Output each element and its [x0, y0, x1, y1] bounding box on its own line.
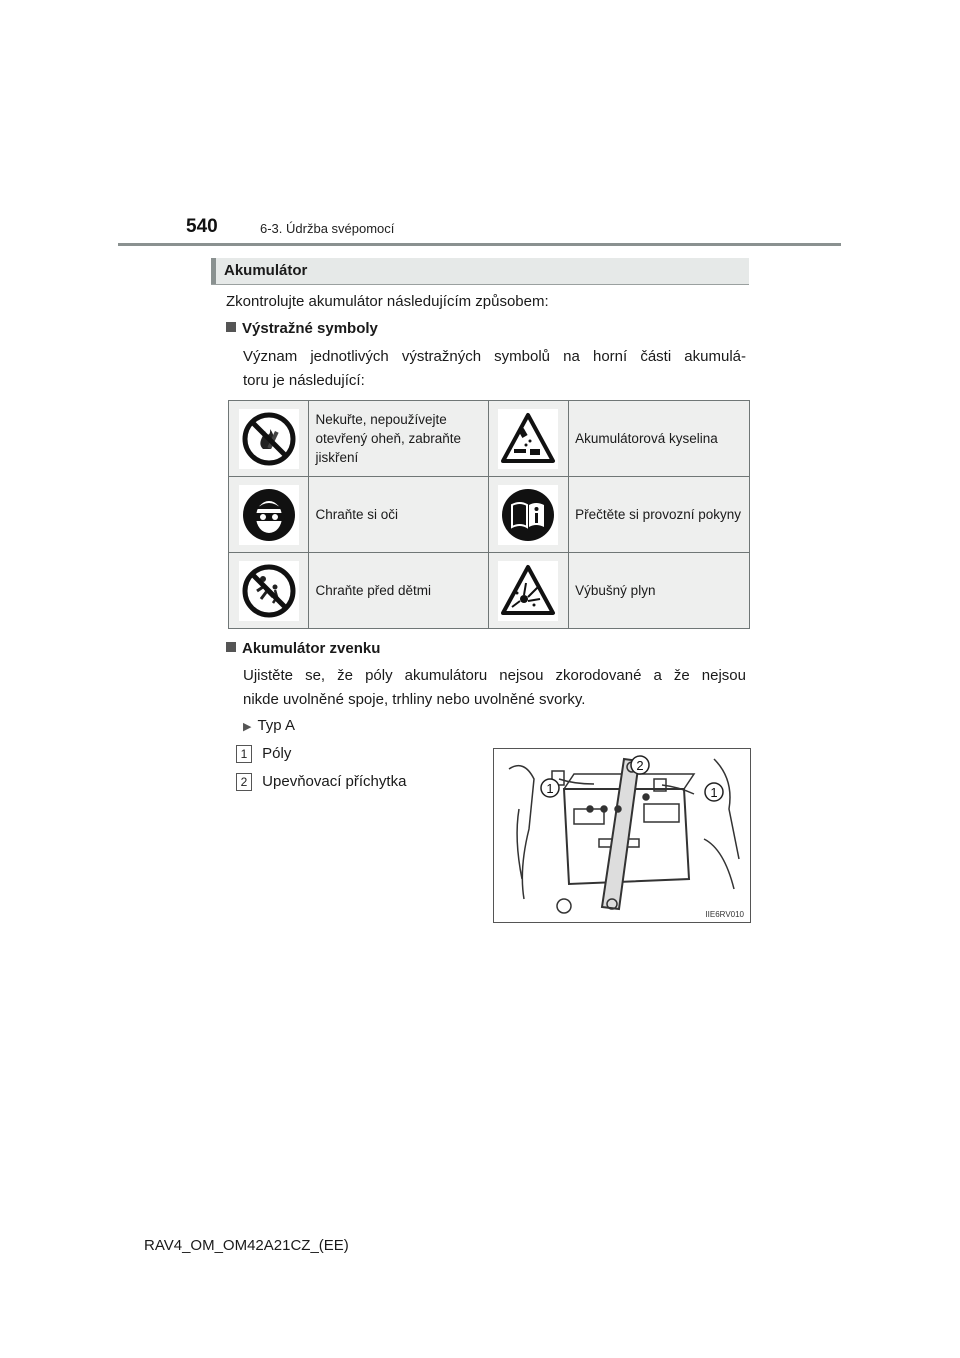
eye-protection-icon — [239, 485, 299, 545]
table-cell-icon — [488, 553, 568, 629]
battery-illustration — [494, 749, 750, 922]
table-row — [229, 401, 750, 477]
warning-symbols-table — [228, 400, 750, 629]
battery-figure — [493, 748, 751, 923]
intro-text: Zkontrolujte akumulátor následujícím způsobem: — [226, 293, 549, 310]
square-bullet-icon — [226, 642, 236, 652]
table-cell-icon — [488, 477, 568, 553]
table-cell-label: Chraňte si oči — [309, 477, 488, 553]
table-cell-icon — [229, 477, 309, 553]
figure-code: IIE6RV010 — [705, 910, 744, 919]
callout-1 — [705, 783, 723, 801]
legend-text: Póly — [262, 745, 292, 762]
subsection-text-line: nikde uvolněné spoje, trhliny nebo uvolněné svorky. — [243, 691, 586, 708]
keep-children-away-icon — [239, 561, 299, 621]
section-heading — [211, 258, 749, 285]
heading-accent — [211, 258, 216, 284]
read-manual-icon — [498, 485, 558, 545]
legend-item — [236, 770, 406, 794]
table-cell-label: Chraňte před dětmi — [309, 553, 488, 629]
subsection-title-symbols — [226, 317, 378, 341]
legend-item — [236, 742, 291, 766]
callout-label: 1 — [710, 785, 718, 800]
footer-code: RAV4_OM_OM42A21CZ_(EE) — [144, 1237, 349, 1254]
table-row — [229, 553, 750, 629]
table-cell-icon — [229, 401, 309, 477]
explosive-gas-icon — [498, 561, 558, 621]
table-cell-label: Výbušný plyn — [569, 553, 750, 629]
callout-2 — [631, 756, 649, 774]
table-cell-icon — [488, 401, 568, 477]
subsection-title-text: Výstražné symboly — [242, 320, 378, 337]
table-row — [229, 477, 750, 553]
callout-label: 1 — [546, 781, 554, 796]
legend-text: Upevňovací příchytka — [262, 773, 407, 790]
table-cell-label: Akumulátorová kyselina — [569, 401, 750, 477]
table-cell-label: Přečtěte si provozní pokyny — [569, 477, 750, 553]
subsection-text-line: toru je následující: — [243, 372, 365, 389]
header-rule — [118, 243, 841, 246]
subsection-text-line: Význam jednotlivých výstražných symbolů na horní části akumulá- — [243, 348, 746, 365]
no-fire-icon — [239, 409, 299, 469]
type-label-text: Typ A — [257, 717, 295, 734]
callout-1 — [541, 779, 559, 797]
section-label: 6-3. Údržba svépomocí — [260, 221, 395, 236]
legend-number: 1 — [236, 745, 252, 763]
table-cell-label: Nekuřte, nepoužívejte otevřený oheň, zabraňte jiskření — [309, 401, 488, 477]
table-cell-icon — [229, 553, 309, 629]
triangle-bullet-icon: ▶ — [243, 721, 252, 733]
subsection-text-line: Ujistěte se, že póly akumulátoru nejsou zkorodované a že nejsou — [243, 667, 746, 684]
subsection-title-text: Akumulátor zvenku — [242, 640, 381, 657]
square-bullet-icon — [226, 322, 236, 332]
type-label — [243, 714, 295, 739]
battery-acid-icon — [498, 409, 558, 469]
subsection-title-exterior — [226, 637, 380, 661]
callout-label: 2 — [636, 758, 644, 773]
page-number: 540 — [186, 216, 218, 237]
legend-number: 2 — [236, 773, 252, 791]
heading-text: Akumulátor — [224, 262, 308, 279]
